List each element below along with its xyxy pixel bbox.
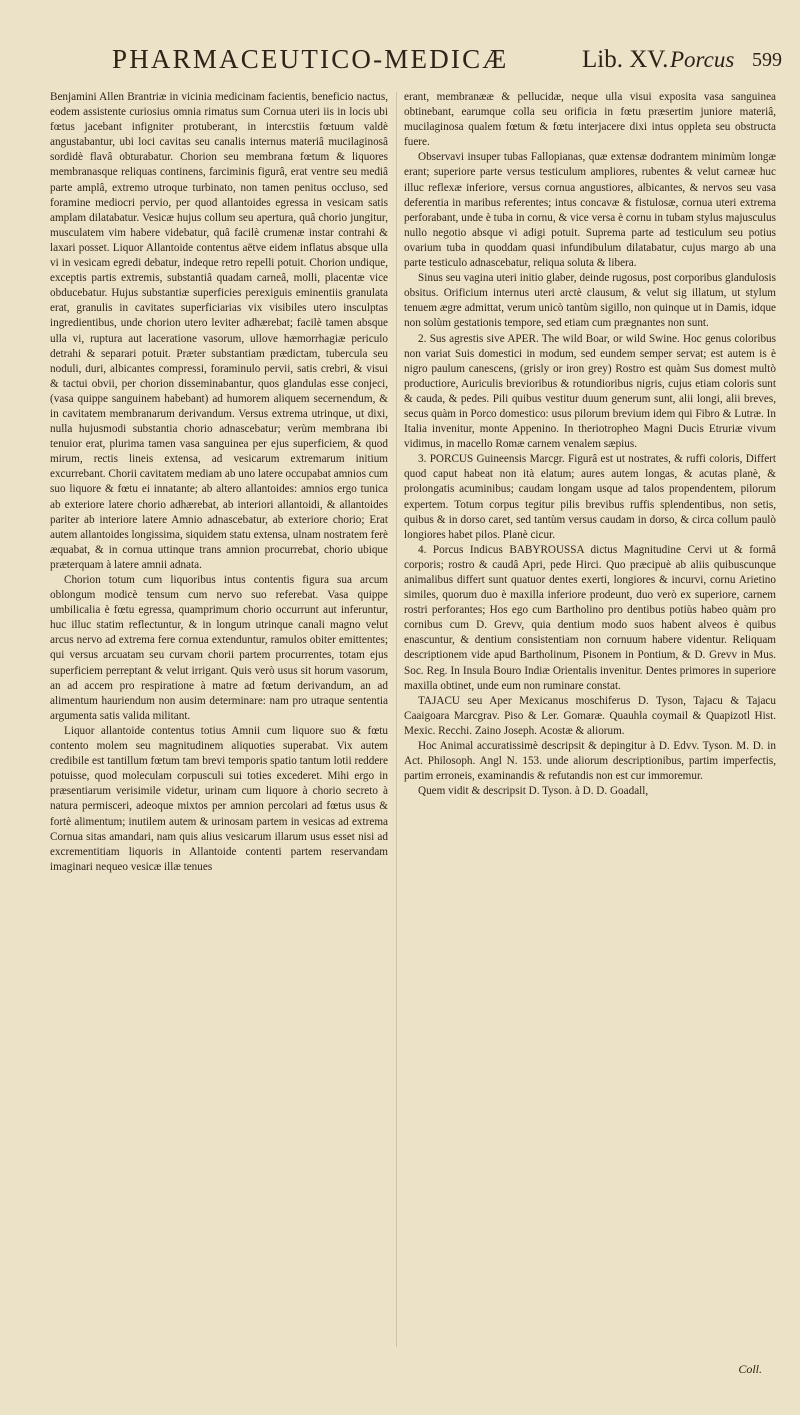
catchword: Coll. xyxy=(738,1362,762,1376)
running-title: PHARMACEUTICO-MEDICÆ xyxy=(112,44,509,74)
paragraph: Liquor allantoide contentus totius Amnii cum liquore suo & fœtu contento molem seu magnitudinem aliquoties superabat. Vix autem credibile est tantillum fœtum tam brevi temporis spatio tantum lotii reddere potuisse, quod moleculam corpusculi sui toties excederet. Mihi ergo in præsentiarum verisimile videtur, urinam cum liquore à chorio secreto à natura permisceri, adeoque mixtos per amnion percolari ad fœtus usus & fortè alimentum; inutilem autem & urinosam partem in vesicas ad extrema Cornua sitas amandari, nam quis alius vesicarum illarum usus esset nisi ad excrementitiam liquoris in Allantoide contenti partem reservandam imaginari nequeo vesicæ illæ tenues xyxy=(50,724,388,873)
paragraph: 4. Porcus Indicus BABYROUSSA dictus Magnitudine Cervi ut & formâ corporis; rostro & caudâ Apri, pede Hirci. Quo præcipuè ab aliis quibuscunque animalibus differt sunt quatuor dentes exerti, longiores & incurvi, cornu Arietino similes, quorum duo è maxilla inferiore prodeunt, duo verò ex superiore, carnem rostri perforantes; Hos ego cum Bartholino pro dentibus potiùs habeo quàm pro cornibus cum D. Grevv, quia dentium modo suos habent alveos è quibus enascuntur, & dentium consistentiam non cornuum habere videntur. Reliquam descriptionem vide apud Bartholinum, Pisonem in Pontium, & D. Grevv in Mus. Soc. Reg. In Insula Bouro Indiæ Orientalis invenitur. Dentes primores in superiore maxilla obtinet, unde eum non ruminare constat. xyxy=(404,543,776,692)
paragraph: 3. PORCUS Guineensis Marcgr. Figurâ est ut nostrates, & ruffi coloris, Differt quod caput habeat non ità elatum; aures autem longas, & acutas planè, & prolongatis acuminibus; caudam longam usque ad talos propendentem, pilorum expertem. Totum corpus tegitur pilis brevibus ruffis splendentibus, non setis, quibus & in dorso caret, sed tantùm versus caudam in dorso, & circa collum paulò longiores habet pilos. Planè cicur. xyxy=(404,453,776,541)
right-column xyxy=(404,90,776,799)
paragraph: Chorion totum cum liquoribus intus contentis figura sua arcum oblongum modicè tensum cum nervo suo referebat. Vasa quippe umbilicalia è fœtu egressa, quamprimum chorio occurrunt aut inferuntur, huc illuc statim reflectuntur, & in longum utrinque canali magno velut arcus nervo ad extrema fere cornua extenduntur, ramulos obiter emittentes; qui versus arcuatam seu curvam chorii partem procurrentes, totam ejus superficiem perreptant & velut irrigant. Quis verò usus sit horum vasorum, an ad accem pro respiratione à matre ad fœtum derivandum, an ad alimentum hauriendum non ausim determinare: nam pro utraque sententia argumenta satis valida militant. xyxy=(50,574,388,722)
paragraph: Quem vidit & descripsit D. Tyson. à D. D. Goadall, xyxy=(418,785,649,798)
page-number: 599 xyxy=(752,49,782,71)
paragraph: erant, membranææ & pellucidæ, neque ulla visui exposita vasa sanguinea obtinebant, earumque colla seu orificia in fœtu præsertim juniore materiâ, mucilaginosa qualem fœtum & fœtu interjacere dixi intus oppleta seu obstructa fuere. xyxy=(404,91,776,149)
paragraph: Sinus seu vagina uteri initio glaber, deinde rugosus, post corporibus glandulosis obsitus. Orificium internus uteri arctè clausum, & velut sig illatum, ut stylum tenuem ægre admittat, verum unicò tantùm sigillo, non quinque ut in Damis, idque non solùm gestationis tempore, sed etiam cum prægnantes non sunt. xyxy=(404,272,776,330)
column-gutter xyxy=(396,92,397,1347)
page-header xyxy=(112,44,782,78)
paragraph: Benjamini Allen Brantriæ in vicinia medicinam facientis, beneficio nactus, eodem assistente curiosius omnia rimatus sum Cornua uteri iis in locis ubi fœtus jacebant infigniter protuberant, in intercstiis fœtuum valdè angustabantur, ubi loci cavitas seu canalis internus materiâ mucilaginosâ sordidè flavâ obturabatur. Chorion seu membrana fœtum & liquores membranasque reliquas continens, farciminis figurâ, erat ventre seu mediâ parte amplâ, extremo utroque turbinato, non tamen penitus occluso, sed foramine mediocri pervio, per quod allantoides egressa in vesicam satis amplam dilatabatur. Vesicæ hujus collum seu apertura, quâ chorio jungitur, musculatem vim habere videbatur, quâ facilè crumenæ instar contrahi & laxari posset. Liquor Allantoide contentus aëtve eidem inflatus absque ulla vi in vesicam egredi debatur, indeque retro repelli potuit. Chorion undique, exceptis partis extremis, substantiâ quadam carneâ, molli, placentæ vice obducebatur. Hujus substantiæ superficies perexiguis eminentiis granulata erat, granulis in cavitates superficiarias vix visibiles utero insculptas ingredientibus, unde chorion utero leviter adhærebat; facilè tamen absque ulla vi, ruptura aut laceratione vasorum, ullove hæmorrhagiæ periculo detrahi & separari potuit. Præter substantiam prædictam, tubercula seu noduli, duri, albicantes compressi, foraminulo pervii, satis crebri, & visui & tactui obvii, per chorion disseminabantur, quos glandulas esse conjeci, (vasa quippe sanguinem habebant) ad humorem aliquem secernendum, & in cavitatem membranarum derivandum. Versus extrema utrinque, ut dixi, nulla hujusmodi substantia chorio adnascebatur; verùm membrana ibi tenuior erat, plurima tamen vasa sanguinea per ejus superficiem, & quod mirum, rectis lineis extensa, ad vesicarum extremarum initium excurrebant. Chorii cavitatem mediam ab uno latere occupabat amnios cum suo liquore & fœtu ei innatante; ab altero allantoides: amnios ergo tunica ab exteriore latere chorio adhærebat, ab interiori allantoidi, & allantoides pariter ab interiore latere Amnio adnascebatur, ab exteriore chorio; Erat autem allantoides longissima, siquidem statu extensa, ulnam nostratem ferè æquabat, & in cornua uttinque trans amnion procurrebat, chorio ubique præterquam à latere amnii adnata. xyxy=(50,91,388,571)
paragraph: TAJACU seu Aper Mexicanus moschiferus D. Tyson, Tajacu & Tajacu Caaigoara Marcgrav. Piso & Ler. Gomaræ. Quauhla coymail & Quapizotl Hist. Mexic. Recchi. Zaino Joseph. Acostæ & aliorum. xyxy=(404,694,776,737)
paragraph: Observavi insuper tubas Fallopianas, quæ extensæ dodrantem minimùm longæ erant; superiore parte versus testiculum ampliores, rubentes & velut carneæ huc illuc reflexæ inferiore, versus cornua angustiores, albicantes, & nervos seu vasa deferentia in maribus referentes; intus concavæ & fistulosæ, cornua uteri extrema perforabant, unde è tuba in cornu, & vice versa è cornu in tubam stylus majusculus nullo negotio absque vi adigi potuit. Suprema parte ad testiculum seu potius ovarium tuba in quoddam quasi infundibulum dilatabatur, cujus margo ab una parte testiculo adnascebatur, reliqua soluta & libera. xyxy=(404,151,776,270)
paragraph: 2. Sus agrestis sive APER. The wild Boar, or wild Swine. Hoc genus coloribus non variat Suis domestici in modum, sed eundem semper servat; est autem is è nigro paulum canescens, (grisly or iron grey) Rostro est quàm Sus domest multò productiore, Auriculis brevioribus & rotundioribus nigris, cujus etiam coloris sunt & cauda, & pedes. Pili quibus vestitur duum generum sunt, alii longi, alii breves, secus quàm in Porco domestico: usus pilorum brevium idem qui Fibro & Lutræ. In Italia invenitur, monte Appenino. In theriotropheo Magni Ducis Etruriæ vivum vidimus, in macello Romæ carnem venalem sæpius. xyxy=(404,332,776,451)
book-number: Lib. XV. xyxy=(582,46,669,73)
left-column xyxy=(50,90,388,875)
paragraph: Hoc Animal accuratissimè descripsit & depingitur à D. Edvv. Tyson. M. D. in Act. Philosoph. Angl N. 153. unde aliorum descriptionibus, partim imperfectis, partim erroneis, examinandis & refutandis non est cur immoremur. xyxy=(404,740,776,783)
page-subject: Porcus xyxy=(670,47,735,72)
